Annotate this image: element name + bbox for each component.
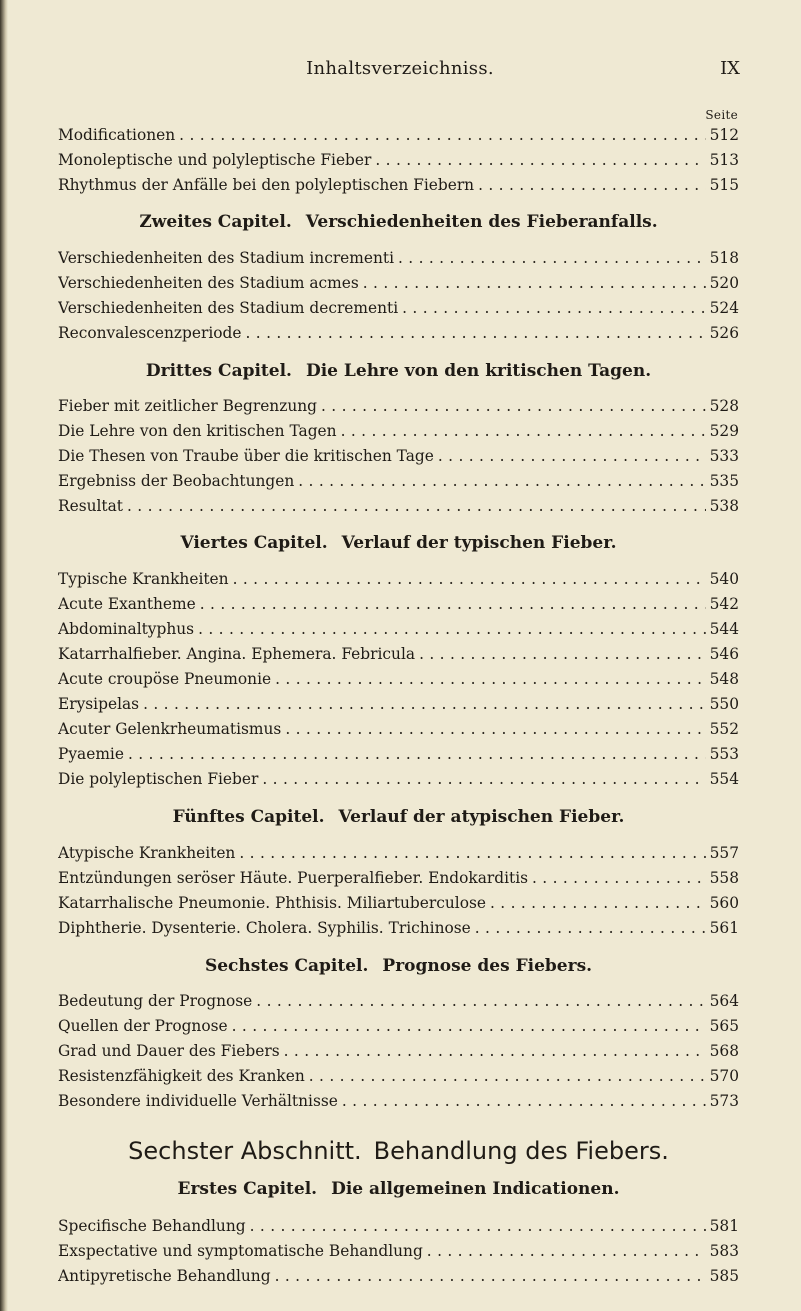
entry-page: 581 xyxy=(709,1217,739,1235)
entry-page: 558 xyxy=(709,869,739,887)
entry-label: Acute croupöse Pneumonie xyxy=(58,670,272,688)
entry-page: 554 xyxy=(709,770,739,788)
entry-page: 561 xyxy=(709,919,739,937)
toc-entry xyxy=(58,1065,739,1087)
entry-label: Besondere individuelle Verhältnisse xyxy=(58,1092,338,1110)
entry-page: 552 xyxy=(709,720,739,738)
toc-entry xyxy=(58,693,739,715)
dot-leader xyxy=(471,917,706,939)
toc-entry xyxy=(58,990,739,1012)
toc-entry xyxy=(58,842,739,864)
chapter-heading xyxy=(58,360,739,382)
entry-label: Monoleptische und polyleptische Fieber xyxy=(58,151,372,169)
dot-leader xyxy=(175,124,705,146)
entry-label: Resistenzfähigkeit des Kranken xyxy=(58,1067,305,1085)
section-number: Sechster Abschnitt. xyxy=(128,1137,362,1165)
entry-page: 565 xyxy=(709,1017,739,1035)
entry-page: 540 xyxy=(709,570,739,588)
chapter-number: Sechstes Capitel. xyxy=(204,956,369,976)
entry-page: 512 xyxy=(709,126,739,144)
entry-page: 553 xyxy=(709,745,739,763)
entry-label: Modificationen xyxy=(58,126,176,144)
toc-entry xyxy=(58,892,739,914)
toc-entry xyxy=(58,1240,739,1262)
chapter-number: Erstes Capitel. xyxy=(177,1179,318,1199)
entry-label: Diphtherie. Dysenterie. Cholera. Syphilis. Trichinose xyxy=(58,919,471,937)
chapter-heading xyxy=(58,1178,739,1200)
dot-leader xyxy=(123,495,706,517)
entry-page: 560 xyxy=(709,894,739,912)
chapter-title: Verlauf der atypischen Fieber. xyxy=(338,807,625,827)
dot-leader xyxy=(242,322,706,344)
entry-page: 573 xyxy=(709,1092,739,1110)
entry-label: Ergebniss der Beobachtungen xyxy=(58,472,295,490)
toc-entry xyxy=(58,272,739,294)
toc-entry xyxy=(58,1015,739,1037)
chapter-heading xyxy=(58,532,739,554)
toc-entry xyxy=(58,1040,739,1062)
entry-page: 520 xyxy=(709,274,739,292)
dot-leader xyxy=(252,990,705,1012)
dot-leader xyxy=(229,568,706,590)
chapter-title: Verschiedenheiten des Fieberanfalls. xyxy=(305,212,658,232)
dot-leader xyxy=(371,149,705,171)
entry-page: 538 xyxy=(709,497,739,515)
entry-label: Reconvalescenzperiode xyxy=(58,324,242,342)
dot-leader xyxy=(271,668,706,690)
entry-label: Bedeutung der Prognose xyxy=(58,992,253,1010)
dot-leader xyxy=(528,867,706,889)
toc-entry xyxy=(58,149,739,171)
entry-label: Erysipelas xyxy=(58,695,140,713)
entry-page: 570 xyxy=(709,1067,739,1085)
dot-leader xyxy=(415,643,706,665)
entry-label: Katarrhalische Pneumonie. Phthisis. Miliartuberculose xyxy=(58,894,486,912)
dot-leader xyxy=(281,718,705,740)
entry-page: 526 xyxy=(709,324,739,342)
entry-page: 542 xyxy=(709,595,739,613)
entry-label: Katarrhalfieber. Angina. Ephemera. Febricula xyxy=(58,645,416,663)
entry-label: Verschiedenheiten des Stadium incrementi xyxy=(58,249,395,267)
chapter-title: Die allgemeinen Indicationen. xyxy=(331,1179,620,1199)
chapter-number: Fünftes Capitel. xyxy=(172,807,325,827)
entry-page: 583 xyxy=(709,1242,739,1260)
dot-leader xyxy=(423,1240,706,1262)
toc-entry xyxy=(58,643,739,665)
entry-page: 518 xyxy=(709,249,739,267)
entry-label: Entzündungen seröser Häute. Puerperalfieber. Endokarditis xyxy=(58,869,529,887)
entry-label: Typische Krankheiten xyxy=(58,570,229,588)
toc-entry xyxy=(58,124,739,146)
entry-page: 548 xyxy=(709,670,739,688)
entry-label: Die polyleptischen Fieber xyxy=(58,770,259,788)
dot-leader xyxy=(317,395,706,417)
dot-leader xyxy=(394,247,706,269)
chapter-title: Die Lehre von den kritischen Tagen. xyxy=(305,361,652,381)
entry-label: Verschiedenheiten des Stadium decrementi xyxy=(58,299,399,317)
dot-leader xyxy=(337,420,706,442)
dot-leader xyxy=(271,1265,706,1287)
toc-entry xyxy=(58,247,739,269)
entry-label: Pyaemie xyxy=(58,745,124,763)
dot-leader xyxy=(139,693,706,715)
chapter-title: Prognose des Fiebers. xyxy=(382,956,593,976)
toc-entry xyxy=(58,768,739,790)
entry-page: 533 xyxy=(709,447,739,465)
entry-page: 557 xyxy=(709,844,739,862)
toc-entry xyxy=(58,322,739,344)
toc-entry xyxy=(58,743,739,765)
entry-page: 564 xyxy=(709,992,739,1010)
entry-label: Fieber mit zeitlicher Begrenzung xyxy=(58,397,318,415)
dot-leader xyxy=(486,892,706,914)
dot-leader xyxy=(235,842,705,864)
chapter-heading xyxy=(58,211,739,233)
chapter-heading xyxy=(58,955,739,977)
toc-entry xyxy=(58,867,739,889)
chapter-number: Zweites Capitel. xyxy=(139,212,292,232)
toc-entry xyxy=(58,445,739,467)
entry-label: Abdominaltyphus xyxy=(58,620,195,638)
dot-leader xyxy=(305,1065,706,1087)
toc-entry xyxy=(58,1215,739,1237)
entry-label: Die Lehre von den kritischen Tagen xyxy=(58,422,337,440)
binding-shadow xyxy=(0,0,8,1311)
chapter-number: Viertes Capitel. xyxy=(180,533,328,553)
dot-leader xyxy=(359,272,706,294)
dot-leader xyxy=(398,297,705,319)
entry-label: Specifische Behandlung xyxy=(58,1217,246,1235)
toc-entry xyxy=(58,718,739,740)
running-header xyxy=(60,58,740,82)
entry-label: Resultat xyxy=(58,497,123,515)
dot-leader xyxy=(196,593,706,615)
toc-entry xyxy=(58,1090,739,1112)
dot-leader xyxy=(246,1215,706,1237)
entry-page: 535 xyxy=(709,472,739,490)
entry-page: 550 xyxy=(709,695,739,713)
chapter-title: Verlauf der typischen Fieber. xyxy=(341,533,617,553)
toc-entry xyxy=(58,420,739,442)
entry-label: Acuter Gelenkrheumatismus xyxy=(58,720,282,738)
dot-leader xyxy=(474,174,706,196)
dot-leader xyxy=(124,743,706,765)
entry-label: Antipyretische Behandlung xyxy=(58,1267,271,1285)
entry-label: Die Thesen von Traube über die kritischen Tage xyxy=(58,447,434,465)
toc-entry xyxy=(58,668,739,690)
toc-entry xyxy=(58,917,739,939)
entry-page: 546 xyxy=(709,645,739,663)
toc-entry xyxy=(58,297,739,319)
dot-leader xyxy=(434,445,706,467)
chapter-number: Drittes Capitel. xyxy=(145,361,292,381)
toc-entry xyxy=(58,495,739,517)
entry-label: Acute Exantheme xyxy=(58,595,196,613)
toc-entry xyxy=(58,593,739,615)
toc-entry xyxy=(58,470,739,492)
entry-label: Quellen der Prognose xyxy=(58,1017,228,1035)
dot-leader xyxy=(194,618,706,640)
dot-leader xyxy=(258,768,705,790)
page-column-label: Seite xyxy=(705,108,738,122)
entry-page: 513 xyxy=(709,151,739,169)
toc-entry xyxy=(58,618,739,640)
dot-leader xyxy=(280,1040,706,1062)
toc-entry xyxy=(58,1265,739,1287)
entry-page: 529 xyxy=(709,422,739,440)
entry-page: 528 xyxy=(709,397,739,415)
entry-label: Verschiedenheiten des Stadium acmes xyxy=(58,274,359,292)
section-heading xyxy=(58,1135,739,1167)
dot-leader xyxy=(228,1015,706,1037)
header-page-number: IX xyxy=(720,58,740,79)
entry-page: 515 xyxy=(709,176,739,194)
entry-page: 585 xyxy=(709,1267,739,1285)
section-title: Behandlung des Fiebers. xyxy=(373,1137,669,1165)
header-title: Inhaltsverzeichniss. xyxy=(306,58,494,79)
dot-leader xyxy=(338,1090,706,1112)
entry-label: Atypische Krankheiten xyxy=(58,844,236,862)
toc-entry xyxy=(58,395,739,417)
chapter-heading xyxy=(58,806,739,828)
entry-label: Grad und Dauer des Fiebers xyxy=(58,1042,280,1060)
entry-page: 524 xyxy=(709,299,739,317)
toc-entry xyxy=(58,568,739,590)
toc-entry xyxy=(58,174,739,196)
entry-label: Exspectative und symptomatische Behandlung xyxy=(58,1242,423,1260)
entry-label: Rhythmus der Anfälle bei den polyleptischen Fiebern xyxy=(58,176,475,194)
entry-page: 544 xyxy=(709,620,739,638)
entry-page: 568 xyxy=(709,1042,739,1060)
dot-leader xyxy=(294,470,705,492)
